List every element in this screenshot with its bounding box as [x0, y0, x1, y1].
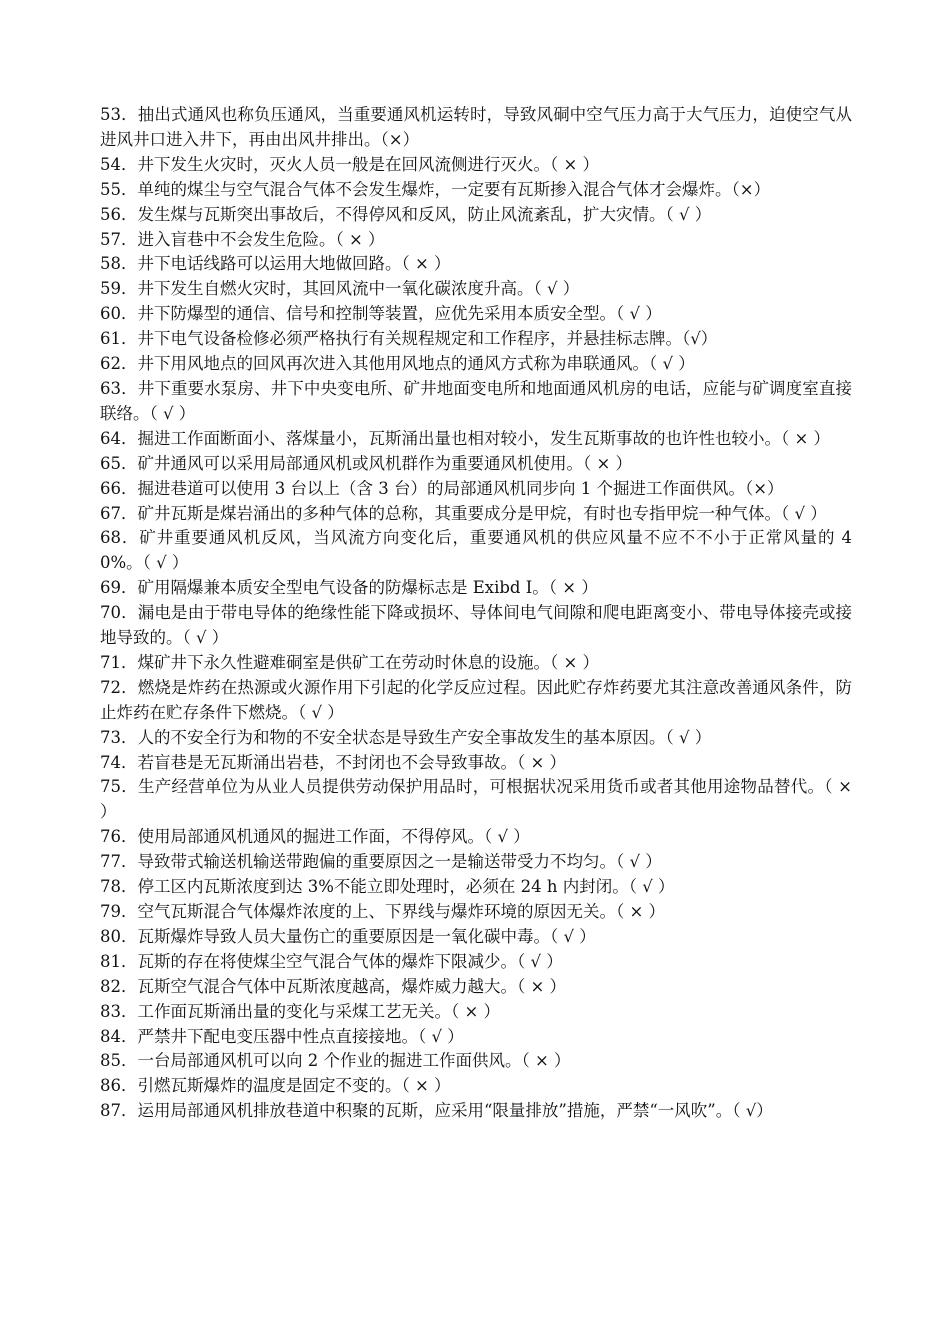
question-63: 63．井下重要水泵房、井下中央变电所、矿井地面变电所和地面通风机房的电话，应能与矿调度室直接联络。（ √ ） — [100, 378, 852, 423]
question-61: 61．井下电气设备检修必须严格执行有关规程规定和工作程序，并悬挂标志牌。（√） — [100, 329, 718, 349]
question-81: 81．瓦斯的存在将使煤尘空气混合气体的爆炸下限减少。（ √ ） — [100, 951, 563, 971]
question-59: 59．井下发生自燃火灾时，其回风流中一氧化碳浓度升高。（ √ ） — [100, 279, 580, 299]
question-80: 80．瓦斯爆炸导致人员大量伤亡的重要原因是一氧化碳中毒。（ √ ） — [100, 926, 596, 946]
question-87: 87．运用局部通风机排放巷道中积聚的瓦斯，应采用“限量排放”措施，严禁“一风吹”。（ √） — [100, 1101, 773, 1121]
question-58: 58．井下电话线路可以运用大地做回路。（ × ） — [100, 254, 451, 274]
question-77: 77．导致带式输送机输送带跑偏的重要原因之一是输送带受力不均匀。（ √ ） — [100, 852, 662, 872]
question-67: 67．矿井瓦斯是煤岩涌出的多种气体的总称，其重要成分是甲烷，有时也专指甲烷一种气体。（ √ ） — [100, 503, 827, 523]
question-86: 86．引燃瓦斯爆炸的温度是固定不变的。（ × ） — [100, 1076, 451, 1096]
question-68: 68．矿井重要通风机反风，当风流方向变化后，重要通风机的供应风量不应不不小于正常风量的 40%。（ √ ） — [100, 528, 852, 573]
question-71: 71．煤矿井下永久性避难硐室是供矿工在劳动时休息的设施。（ × ） — [100, 652, 600, 672]
question-73: 73．人的不安全行为和物的不安全状态是导致生产安全事故发生的基本原因。（ √ ） — [100, 727, 712, 747]
question-65: 65．矿井通风可以采用局部通风机或风机群作为重要通风机使用。（ × ） — [100, 453, 633, 473]
question-56: 56．发生煤与瓦斯突出事故后，不得停风和反风，防止风流紊乱，扩大灾情。（ √ ） — [100, 204, 712, 224]
question-75: 75．生产经营单位为从业人员提供劳动保护用品时，可根据状况采用货币或者其他用途物品替代。（ × ） — [100, 777, 852, 822]
question-66: 66．掘进巷道可以使用 3 台以上（含 3 台）的局部通风机同步向 1 个掘进工作面供风。（×） — [100, 478, 784, 498]
question-55: 55．单纯的煤尘与空气混合气体不会发生爆炸，一定要有瓦斯掺入混合气体才会爆炸。（×） — [100, 179, 771, 199]
question-57: 57．进入盲巷中不会发生危险。（ × ） — [100, 229, 385, 249]
question-54: 54．井下发生火灾时，灭火人员一般是在回风流侧进行灭火。（ × ） — [100, 154, 600, 174]
question-82: 82．瓦斯空气混合气体中瓦斯浓度越高，爆炸威力越大。（ × ） — [100, 976, 567, 996]
question-70: 70．漏电是由于带电导体的绝缘性能下降或损坏、导体间电气间隙和爬电距离变小、带电导体接壳或接地导致的。（ √ ） — [100, 603, 852, 648]
question-69: 69．矿用隔爆兼本质安全型电气设备的防爆标志是 Exibd Ⅰ。（ × ） — [100, 578, 598, 598]
question-74: 74．若盲巷是无瓦斯涌出岩巷，不封闭也不会导致事故。（ × ） — [100, 752, 567, 772]
question-62: 62．井下用风地点的回风再次进入其他用风地点的通风方式称为串联通风。（ √ ） — [100, 354, 695, 374]
question-79: 79．空气瓦斯混合气体爆炸浓度的上、下界线与爆炸环境的原因无关。（ × ） — [100, 902, 666, 921]
question-84: 84．严禁井下配电变压器中性点直接接地。（ √ ） — [100, 1026, 464, 1046]
question-83: 83．工作面瓦斯涌出量的变化与采煤工艺无关。（ × ） — [100, 1001, 501, 1021]
question-76: 76．使用局部通风机通风的掘进工作面，不得停风。（ √ ） — [100, 827, 530, 847]
question-64: 64．掘进工作面断面小、落煤量小，瓦斯涌出量也相对较小，发生瓦斯事故的也许性也较小。（ × ） — [100, 428, 831, 448]
question-72: 72．燃烧是炸药在热源或火源作用下引起的化学反应过程。因此贮存炸药要尤其注意改善通风条件，防止炸药在贮存条件下燃烧。（ √ ） — [100, 677, 852, 722]
question-78: 78．停工区内瓦斯浓度到达 3%不能立即处理时，必须在 24 h 内封闭。（ √ ） — [100, 877, 675, 897]
question-60: 60．井下防爆型的通信、信号和控制等装置，应优先采用本质安全型。（ √ ） — [100, 304, 662, 324]
question-list — [100, 103, 852, 1124]
question-53: 53．抽出式通风也称负压通风，当重要通风机运转时，导致风硐中空气压力高于大气压力，迫使空气从进风井口进入井下，再由出风井排出。（×） — [100, 105, 852, 149]
question-85: 85．一台局部通风机可以向 2 个作业的掘进工作面供风。（ × ） — [100, 1051, 571, 1071]
